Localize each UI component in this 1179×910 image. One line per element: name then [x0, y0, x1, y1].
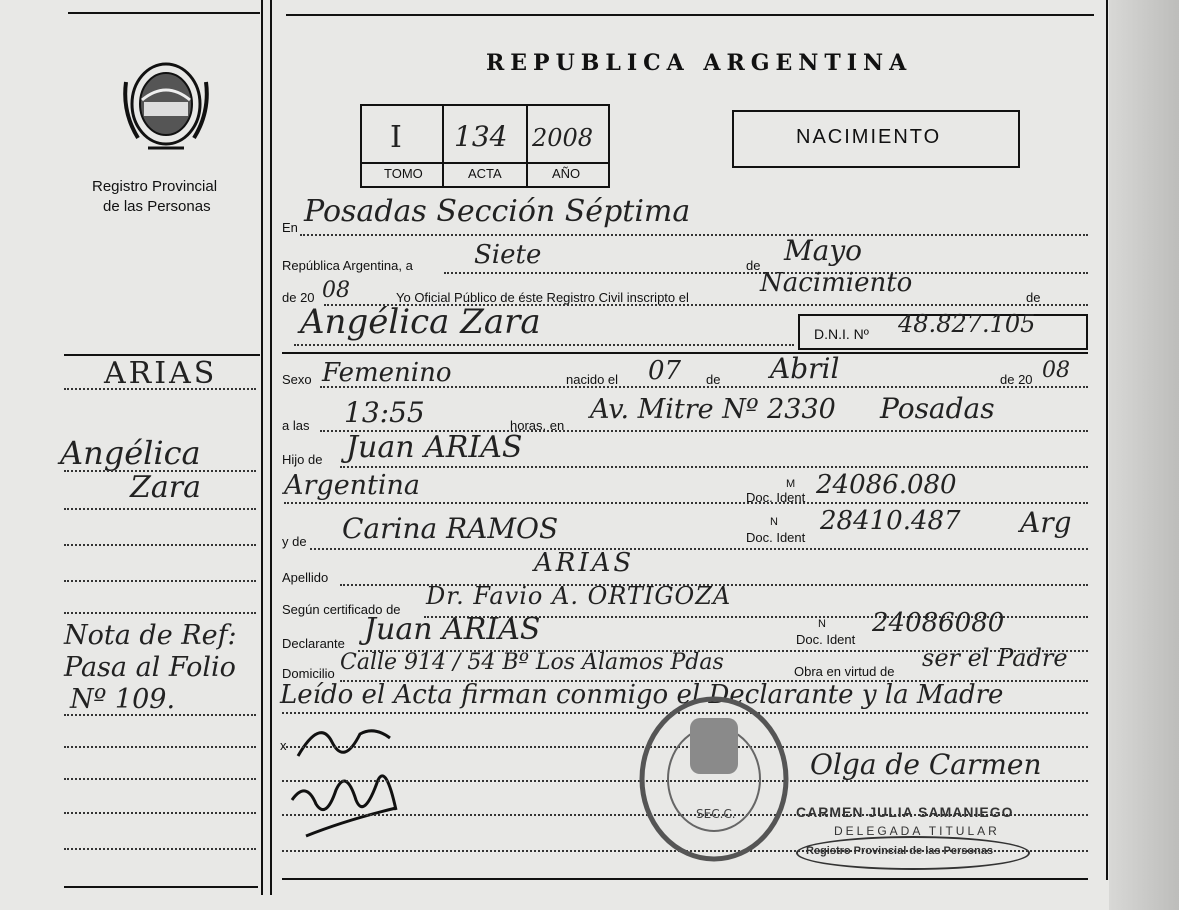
sidebar-dotted-rule: [64, 612, 256, 614]
dotted-line: [340, 466, 1088, 468]
sidebar-dotted-rule: [64, 812, 256, 814]
declarante-doc: 24086080: [872, 608, 1005, 638]
margin-given-name-1: Angélica: [60, 434, 201, 472]
province-seal-icon: [118, 52, 214, 160]
line2-prefix: República Argentina, a: [282, 258, 413, 273]
declarante-doc-label: Doc. Ident: [796, 632, 856, 647]
registry-name-line2: de las Personas: [103, 198, 211, 215]
birth-year-prefix: de 20: [1000, 372, 1033, 387]
mother-doc: 28410.487: [820, 506, 961, 536]
declarante-doc-prefix: N: [818, 618, 826, 630]
declarante-value: Juan ARIAS: [364, 612, 541, 647]
birth-place: Av. Mitre Nº 2330: [590, 394, 836, 425]
line3-de: de: [1026, 290, 1041, 305]
sidebar-dotted-rule: [64, 388, 256, 390]
nacido-label: nacido el: [566, 372, 619, 387]
year-suffix: 08: [322, 278, 350, 303]
dotted-line: [294, 344, 794, 346]
birth-city: Posadas: [880, 392, 995, 425]
sidebar-dotted-rule: [64, 848, 256, 850]
margin-note-line1: Nota de Ref:: [64, 620, 237, 651]
father-doc-label: Doc. Ident: [746, 490, 806, 505]
official-signature: Olga de Carmen: [810, 748, 1042, 781]
registry-oval-stamp: [796, 836, 1030, 870]
obra-value: ser el Padre: [922, 644, 1068, 672]
mother-doc-label: Doc. Ident: [746, 530, 806, 545]
declarant-signature-icon: [290, 712, 400, 767]
line2-de: de: [746, 258, 761, 273]
registry-name-line1: Registro Provincial: [92, 178, 218, 195]
dni-box: [798, 310, 1088, 350]
father-nationality: Argentina: [284, 470, 421, 501]
official-registry: Registro Provincial de las Personas: [806, 845, 994, 857]
sidebar-dotted-rule: [64, 746, 256, 748]
sexo-value: Femenino: [322, 358, 452, 388]
sidebar-dotted-rule: [64, 470, 256, 472]
sidebar-dotted-rule: [64, 778, 256, 780]
margin-surname: ARIAS: [104, 356, 218, 391]
time-value: 13:55: [344, 396, 425, 429]
domicilio-value: Calle 914 / 54 Bº Los Alamos Pdas: [340, 650, 724, 675]
margin-line-outer: [270, 0, 272, 895]
signature-x-mark: x: [280, 738, 287, 753]
top-rule-right: [286, 14, 1094, 16]
hijo-label: Hijo de: [282, 452, 323, 467]
inscribed-value: Nacimiento: [760, 268, 913, 298]
day-words: Siete: [474, 240, 542, 270]
tomo-value: I: [390, 120, 402, 155]
sidebar-dotted-rule: [64, 544, 256, 546]
alas-label: a las: [282, 418, 310, 433]
dotted-line: [284, 502, 1088, 504]
anio-value: 2008: [532, 124, 594, 152]
father-doc-prefix: M: [786, 478, 796, 490]
place-value: Posadas Sección Séptima: [304, 194, 691, 229]
apellido-label: Apellido: [282, 570, 329, 585]
acta-label: ACTA: [468, 166, 502, 181]
right-border-line: [1106, 0, 1108, 880]
reading-text: Leído el Acta firman conmigo el Declarante y la Madre: [280, 680, 1004, 710]
tomo-label: TOMO: [384, 166, 423, 181]
bottom-rule: [282, 878, 1088, 880]
record-type: NACIMIENTO: [796, 126, 942, 148]
birth-de: de: [706, 372, 721, 387]
line3-prefix: de 20: [282, 290, 315, 305]
anio-label: AÑO: [552, 166, 581, 181]
declarante-label: Declarante: [282, 636, 345, 651]
dotted-line: [300, 234, 1088, 236]
round-official-stamp-icon: [636, 694, 792, 864]
dotted-line: [310, 548, 1088, 550]
dni-label: D.N.I. Nº: [814, 326, 869, 342]
mother-name: Carina RAMOS: [342, 512, 559, 545]
record-number-box: [360, 104, 610, 188]
line1-prefix: En: [282, 220, 298, 235]
mother-doc-prefix: N: [770, 516, 778, 528]
acta-value: 134: [454, 120, 508, 153]
page-edge-shadow: [1109, 0, 1179, 910]
apellido-value: ARIAS: [534, 548, 635, 578]
line3-text: Yo Oficial Público de éste Registro Civil inscripto el: [396, 290, 689, 305]
month-value: Mayo: [784, 234, 863, 267]
official-role: DELEGADA TITULAR: [834, 824, 1000, 838]
top-rule-left: [68, 12, 260, 14]
birth-year-suffix: 08: [1042, 358, 1070, 383]
sidebar-bottom-rule: [64, 886, 258, 888]
child-name: Angélica Zara: [300, 302, 541, 342]
father-name: Juan ARIAS: [346, 430, 523, 465]
segun-label: Según certificado de: [282, 602, 401, 617]
birth-month: Abril: [770, 352, 840, 385]
sexo-label: Sexo: [282, 372, 312, 387]
sidebar-dotted-rule: [64, 580, 256, 582]
sidebar-dotted-rule: [64, 714, 256, 716]
country-title: REPUBLICA ARGENTINA: [486, 50, 913, 76]
record-type-box: [732, 110, 1020, 168]
official-name: CARMEN JULIA SAMANIEGO: [796, 804, 1014, 820]
obra-label: Obra en virtud de: [794, 664, 895, 679]
dni-value: 48.827.105: [898, 310, 1036, 338]
mother-nationality: Arg: [1020, 506, 1072, 539]
mother-signature-icon: [286, 760, 416, 845]
sidebar-dotted-rule: [64, 508, 256, 510]
horas-label: horas, en: [510, 418, 565, 433]
birth-day: 07: [648, 356, 682, 386]
yde-label: y de: [282, 534, 307, 549]
domicilio-label: Domicilio: [282, 666, 335, 681]
margin-line-inner: [261, 0, 263, 895]
svg-text:SEC.C.: SEC.C.: [696, 807, 736, 821]
father-doc: 24086.080: [816, 470, 957, 500]
margin-note-line3: Nº 109.: [70, 684, 176, 715]
dotted-line: [320, 386, 1088, 388]
section-rule: [282, 352, 1088, 354]
margin-note-line2: Pasa al Folio: [64, 652, 236, 683]
margin-given-name-2: Zara: [130, 470, 201, 505]
certificate-value: Dr. Favio A. ORTIGOZA: [426, 582, 732, 610]
